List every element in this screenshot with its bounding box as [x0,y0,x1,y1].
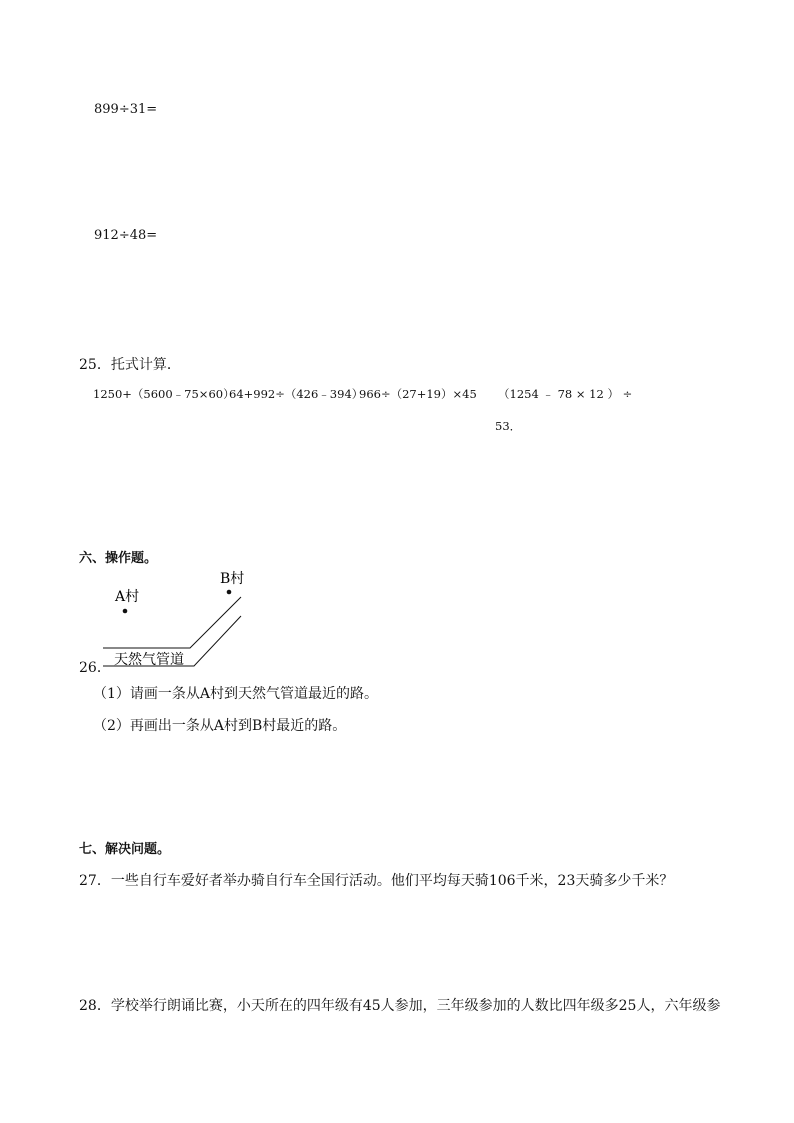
village-pipeline-figure [95,567,255,672]
expression-3: 966÷（27+19）×45 [359,387,477,401]
question-27: 27．一些自行车爱好者举办骑自行车全国行活动。他们平均每天骑106千米，23天骑多少千米？ [79,873,674,889]
village-b-point [227,590,232,595]
question-26-part-2: （2）再画出一条从A村到B村最近的路。 [93,718,347,734]
section-6-heading: 六、操作题。 [79,551,158,566]
village-a-label: A村 [115,589,140,605]
section-7-heading: 七、解决问题。 [79,842,171,857]
village-b-label: B村 [220,571,245,587]
question-26-number: 26． [79,660,111,676]
question-28: 28．学校举行朗诵比赛，小天所在的四年级有45人参加，三年级参加的人数比四年级多25人，六年级参 [79,998,721,1014]
division-item-1: 899÷31= [94,102,158,117]
question-25-title [79,354,181,374]
expression-2: 64+992÷（426﹣394） [229,387,364,401]
village-a-point [123,609,128,614]
pipeline-label: 天然气管道 [114,652,184,668]
expression-1: 1250+（5600﹣75×60） [93,387,235,401]
expression-4: （1254 ﹣ 78 × 12 ） ÷ [498,387,633,401]
division-item-2: 912÷48= [94,228,158,243]
question-text: 托式计算． [110,357,181,373]
question-number: 25． [79,357,111,373]
question-26-part-1: （1）请画一条从A村到天然气管道最近的路。 [93,686,379,702]
expression-4-continued: 53． [495,419,522,433]
